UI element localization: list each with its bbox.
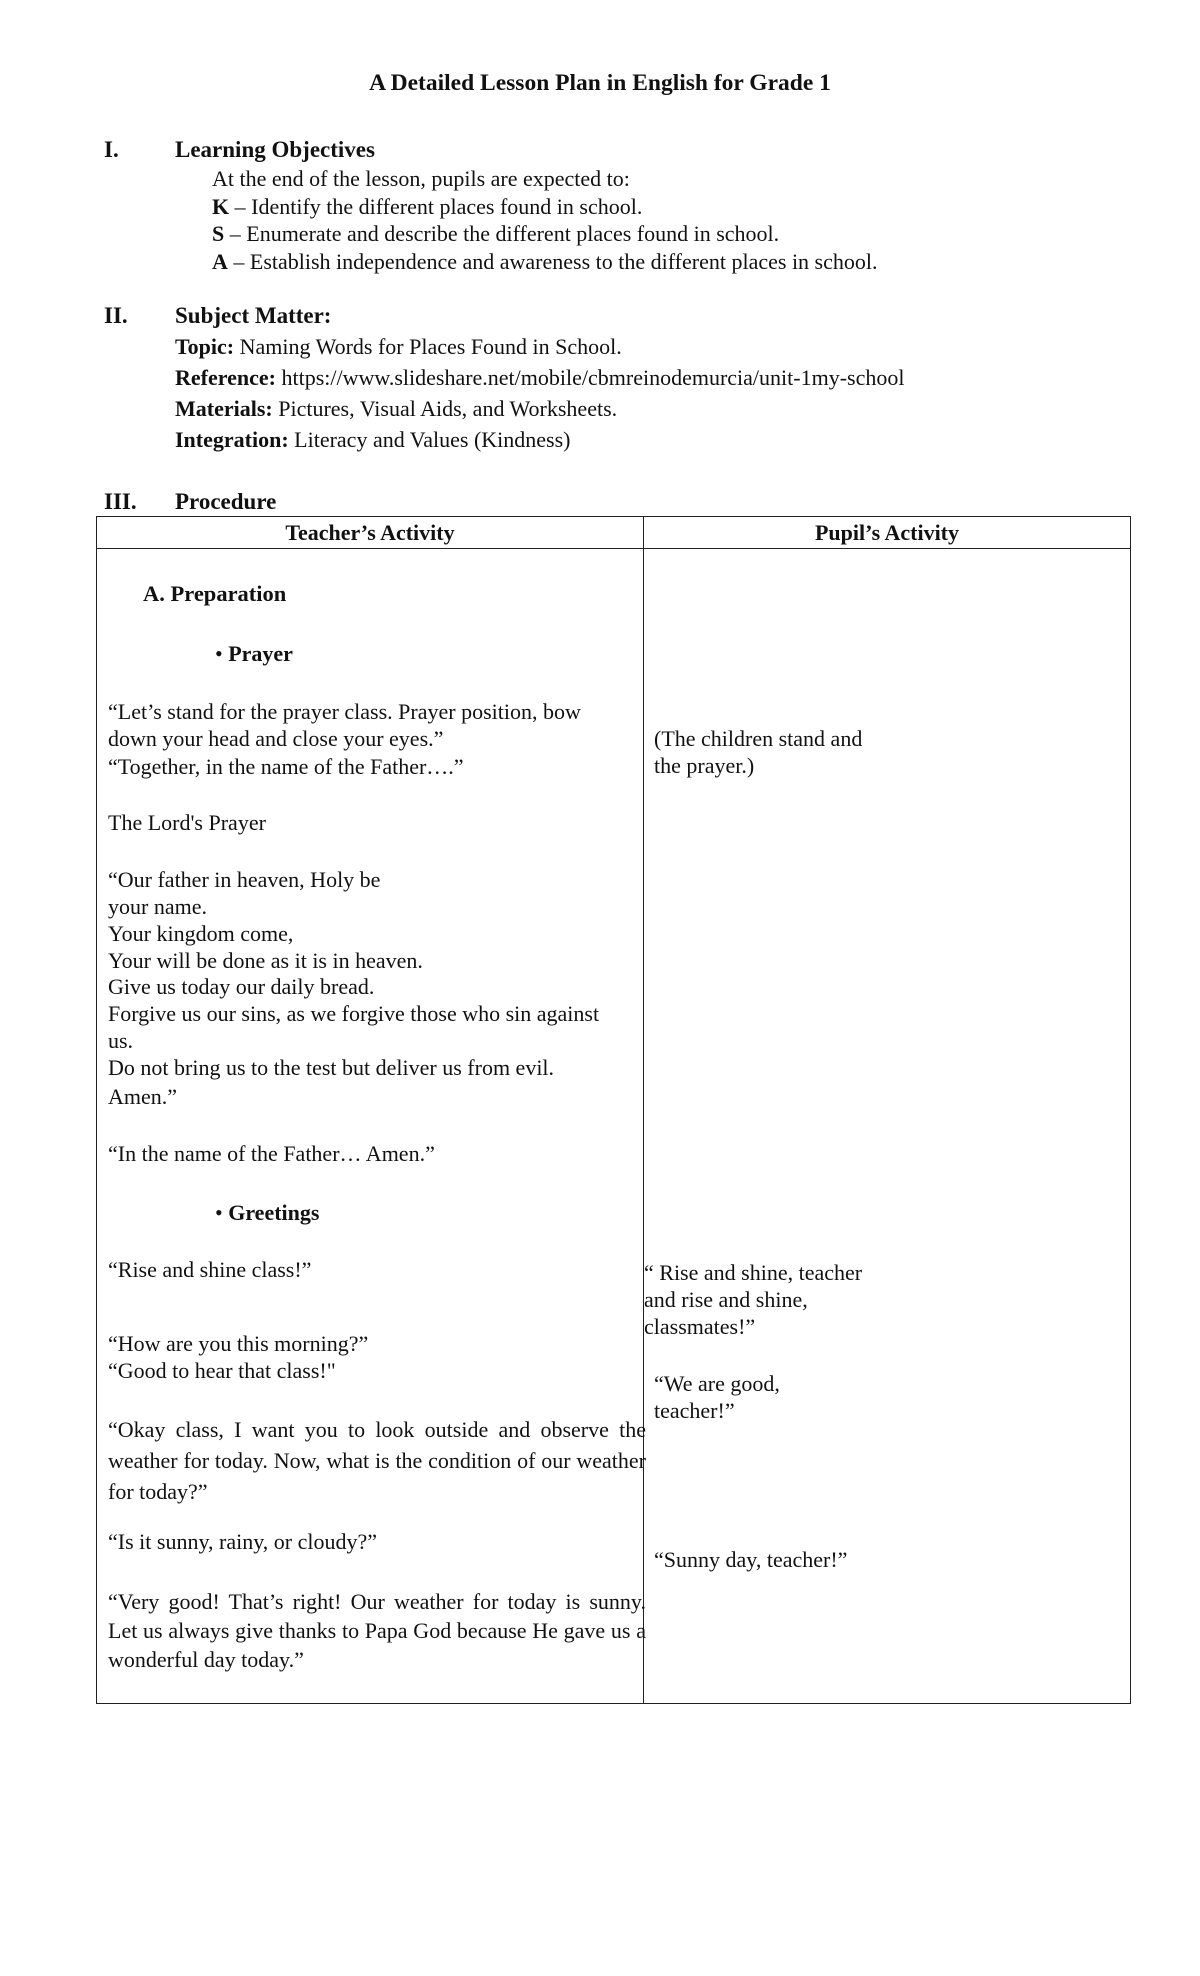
- subject-label: Topic:: [175, 334, 235, 359]
- teacher-prayer-call-3: “Together, in the name of the Father….”: [108, 754, 464, 779]
- pupil-sunny: “Sunny day, teacher!”: [654, 1547, 848, 1572]
- pupil-greeting-2: and rise and shine,: [644, 1287, 808, 1312]
- part-a-heading: A. Preparation: [143, 581, 287, 606]
- pupil-prayer-2: the prayer.): [654, 753, 755, 778]
- pupil-good-2: teacher!”: [654, 1398, 735, 1423]
- lords-prayer-line: Your kingdom come,: [108, 921, 294, 946]
- subject-materials: [175, 396, 617, 422]
- objective-attitude: [212, 249, 878, 275]
- subject-value: Pictures, Visual Aids, and Worksheets.: [272, 396, 618, 421]
- bullet-dot-icon: •: [215, 1200, 223, 1225]
- column-divider: [643, 517, 644, 1703]
- teacher-weather-question: “Okay class, I want you to look outside and observe the weather for today. Now, what is the condition of our weather for today?”: [108, 1417, 646, 1504]
- bullet-dot-icon: •: [215, 641, 223, 666]
- bullet-greetings: [215, 1200, 319, 1226]
- objective-knowledge: [212, 194, 642, 220]
- subject-topic: [175, 334, 622, 360]
- bullet-label: Prayer: [228, 641, 293, 666]
- teacher-how-are-you: “How are you this morning?”: [108, 1331, 369, 1356]
- objective-text: – Identify the different places found in school.: [229, 194, 643, 219]
- lords-prayer-line: your name.: [108, 894, 207, 919]
- teacher-weather-answer: “Very good! That’s right! Our weather for today is sunny. Let us always give thanks to Papa God because He gave us a wonderful day today.”: [108, 1589, 646, 1672]
- lords-prayer-line: us.: [108, 1028, 134, 1053]
- objective-text: – Enumerate and describe the different places found in school.: [224, 221, 780, 246]
- objective-text: – Establish independence and awareness to the different places in school.: [227, 249, 878, 274]
- subject-reference: [175, 365, 904, 391]
- section-numeral-objectives: I.: [104, 137, 119, 162]
- column-header-teacher: Teacher’s Activity: [285, 520, 455, 545]
- subject-value: Naming Words for Places Found in School.: [234, 334, 622, 359]
- objective-key: A: [212, 249, 228, 274]
- subject-value: Literacy and Values (Kindness): [288, 427, 571, 452]
- lords-prayer-title: The Lord's Prayer: [108, 810, 266, 835]
- objective-skill: [212, 221, 779, 247]
- objectives-intro: At the end of the lesson, pupils are expected to:: [212, 166, 630, 191]
- column-header-pupil: Pupil’s Activity: [814, 520, 960, 545]
- pupil-good-1: “We are good,: [654, 1371, 780, 1396]
- lords-prayer-line: Forgive us our sins, as we forgive those who sin against: [108, 1001, 600, 1026]
- pupil-greeting-3: classmates!”: [644, 1314, 756, 1339]
- teacher-greeting: “Rise and shine class!”: [108, 1257, 312, 1282]
- subject-integration: [175, 427, 571, 453]
- subject-label: Reference:: [175, 365, 276, 390]
- document-title: A Detailed Lesson Plan in English for Grade 1: [369, 70, 831, 96]
- bullet-label: Greetings: [228, 1200, 320, 1225]
- lords-prayer-line: Give us today our daily bread.: [108, 974, 375, 999]
- lords-prayer-line: “Our father in heaven, Holy be: [108, 867, 381, 892]
- pupil-prayer-1: (The children stand and: [654, 726, 863, 751]
- section-numeral-procedure: III.: [104, 489, 137, 514]
- section-heading-procedure: Procedure: [175, 489, 277, 514]
- lords-prayer-amen: Amen.”: [108, 1084, 178, 1109]
- procedure-table: [96, 516, 1131, 1704]
- objective-key: K: [212, 194, 230, 219]
- teacher-prayer-call-2: down your head and close your eyes.”: [108, 726, 444, 751]
- subject-label: Integration:: [175, 427, 289, 452]
- bullet-prayer: [215, 641, 293, 667]
- header-divider: [97, 548, 1130, 549]
- section-numeral-subject: II.: [104, 303, 128, 328]
- section-heading-subject: Subject Matter:: [175, 303, 332, 328]
- lords-prayer-line: Your will be done as it is in heaven.: [108, 948, 423, 973]
- section-heading-objectives: Learning Objectives: [175, 137, 375, 162]
- teacher-prayer-closing: “In the name of the Father… Amen.”: [108, 1141, 435, 1166]
- pupil-greeting-1: “ Rise and shine, teacher: [644, 1260, 863, 1285]
- objective-key: S: [212, 221, 225, 246]
- teacher-good-to-hear: “Good to hear that class!": [108, 1358, 336, 1383]
- teacher-prayer-call-1: “Let’s stand for the prayer class. Prayer position, bow: [108, 699, 581, 724]
- subject-value: https://www.slideshare.net/mobile/cbmreinodemurcia/unit-1my-school: [275, 365, 905, 390]
- lords-prayer-line: Do not bring us to the test but deliver us from evil.: [108, 1055, 555, 1080]
- teacher-weather-options: “Is it sunny, rainy, or cloudy?”: [108, 1529, 378, 1554]
- subject-label: Materials:: [175, 396, 273, 421]
